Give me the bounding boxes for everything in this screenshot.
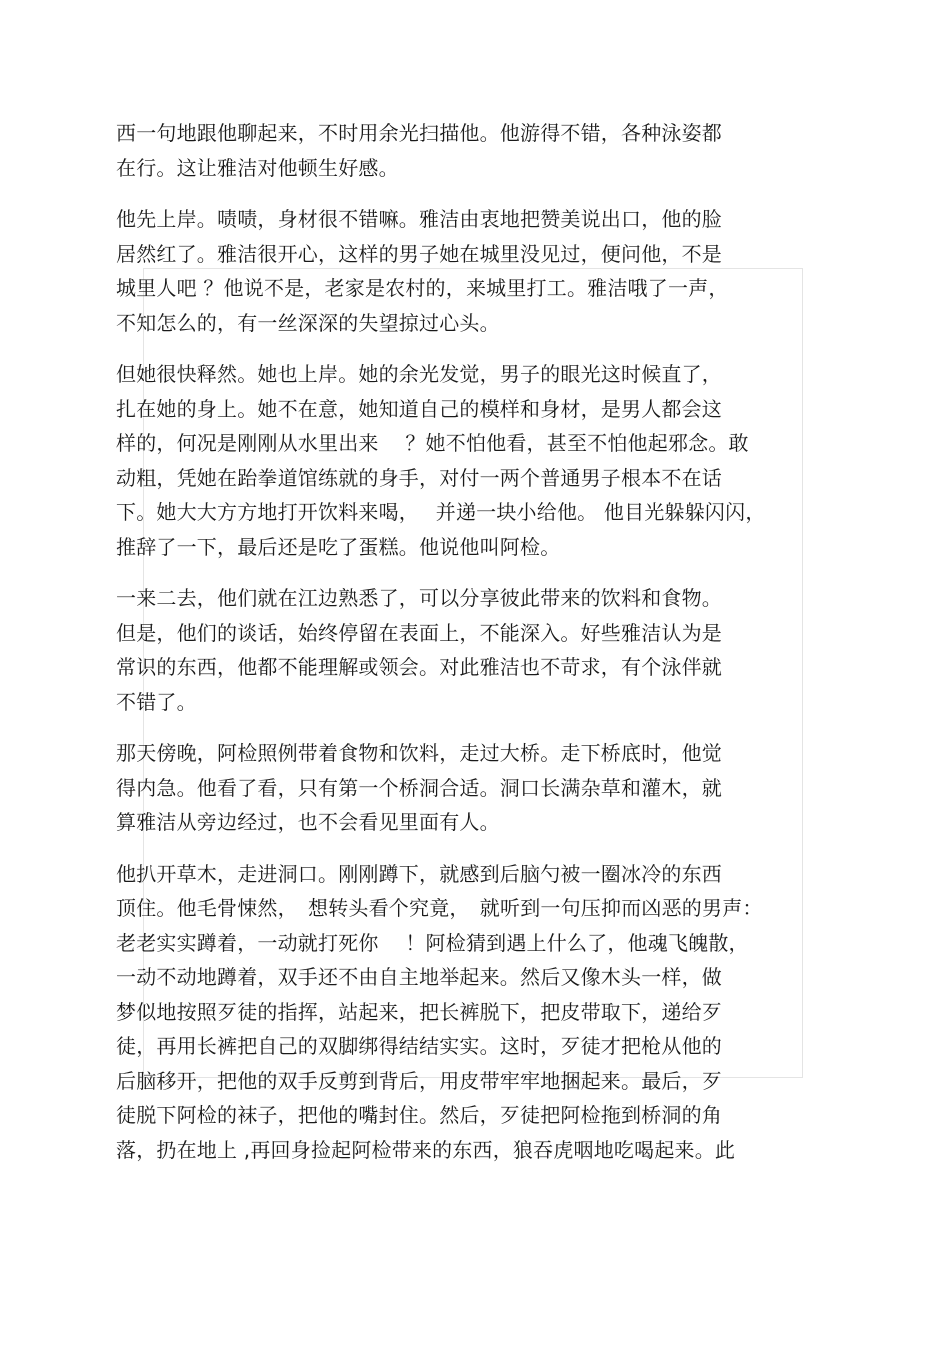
text-line: 扎在她的身上。她不在意，她知道自己的模样和身材，是男人都会这: [116, 396, 722, 421]
text-line: 得内急。他看了看，只有第一个桥洞合适。洞口长满杂草和灌木，就: [116, 775, 722, 800]
text-line: 落，扔在地上 ,再回身捡起阿检带来的东西，狼吞虎咽地吃喝起来。此: [116, 1137, 736, 1162]
text-line: 徒，再用长裤把自己的双脚绑得结结实实。这时，歹徒才把枪从他的: [116, 1034, 722, 1058]
paragraph: [116, 857, 816, 1168]
text-line: 老老实实蹲着，一动就打死你 ！阿检猜到遇上什么了，他魂飞魄散，: [116, 930, 749, 955]
text-line: 他扒开草木，走进洞口。刚刚蹲下，就感到后脑勺被一圈冰冷的东西: [116, 861, 722, 886]
paragraph: [116, 202, 816, 340]
text-line: 不错了。: [116, 689, 197, 714]
paragraph: [116, 357, 816, 564]
text-line: 他先上岸。啧啧，身材很不错嘛。雅洁由衷地把赞美说出口，他的脸: [116, 207, 722, 231]
text-line: 动粗，凭她在跆拳道馆练就的身手，对付一两个普通男子根本不在话: [116, 465, 722, 490]
text-line: 徒脱下阿检的袜子，把他的嘴封住。然后，歹徒把阿检拖到桥洞的角: [116, 1103, 722, 1127]
text-line: 推辞了一下，最后还是吃了蛋糕。他说他叫阿检。: [116, 534, 561, 559]
body-text: [116, 116, 816, 1184]
text-line: 居然红了。雅洁很开心，这样的男子她在城里没见过，便问他，不是: [116, 241, 722, 266]
text-line: 算雅洁从旁边经过，也不会看见里面有人。: [116, 810, 500, 834]
text-line: 顶住。他毛骨悚然， 想转头看个究竟， 就听到一句压抑而凶恶的男声：: [116, 896, 763, 920]
text-line: 那天傍晚，阿检照例带着食物和饮料，走过大桥。走下桥底时，他觉: [116, 741, 722, 765]
text-line: 下。她大大方方地打开饮料来喝， 并递一块小给他。 他目光躲躲闪闪，: [116, 500, 766, 524]
text-line: 一来二去，他们就在江边熟悉了，可以分享彼此带来的饮料和食物。: [116, 586, 722, 610]
text-line: 但是，他们的谈话，始终停留在表面上，不能深入。好些雅洁认为是: [116, 620, 722, 645]
text-line: 一动不动地蹲着，双手还不由自主地举起来。然后又像木头一样，做: [116, 965, 722, 989]
text-line: 不知怎么的，有一丝深深的失望掠过心头。: [116, 310, 500, 335]
text-line: 梦似地按照歹徒的指挥，站起来，把长裤脱下，把皮带取下，递给歹: [116, 999, 722, 1024]
text-line: 样的，何况是刚刚从水里出来 ？她不怕他看，甚至不怕他起邪念。敢: [116, 431, 749, 455]
text-line: 但她很快释然。她也上岸。她的余光发觉，男子的眼光这时候直了，: [116, 362, 722, 386]
paragraph: [116, 581, 816, 719]
text-line: 常识的东西，他都不能理解或领会。对此雅洁也不苛求，有个泳伴就: [116, 655, 722, 679]
text-line: 西一句地跟他聊起来，不时用余光扫描他。他游得不错，各种泳姿都: [116, 121, 722, 145]
text-line: 在行。这让雅洁对他顿生好感。: [116, 155, 399, 180]
paragraph: [116, 116, 816, 185]
text-line: 城里人吧 ？他说不是，老家是农村的，来城里打工。雅洁哦了一声，: [116, 276, 729, 300]
paragraph: [116, 736, 816, 840]
text-line: 后脑移开，把他的双手反剪到背后，用皮带牢牢地捆起来。最后，歹: [116, 1068, 722, 1093]
